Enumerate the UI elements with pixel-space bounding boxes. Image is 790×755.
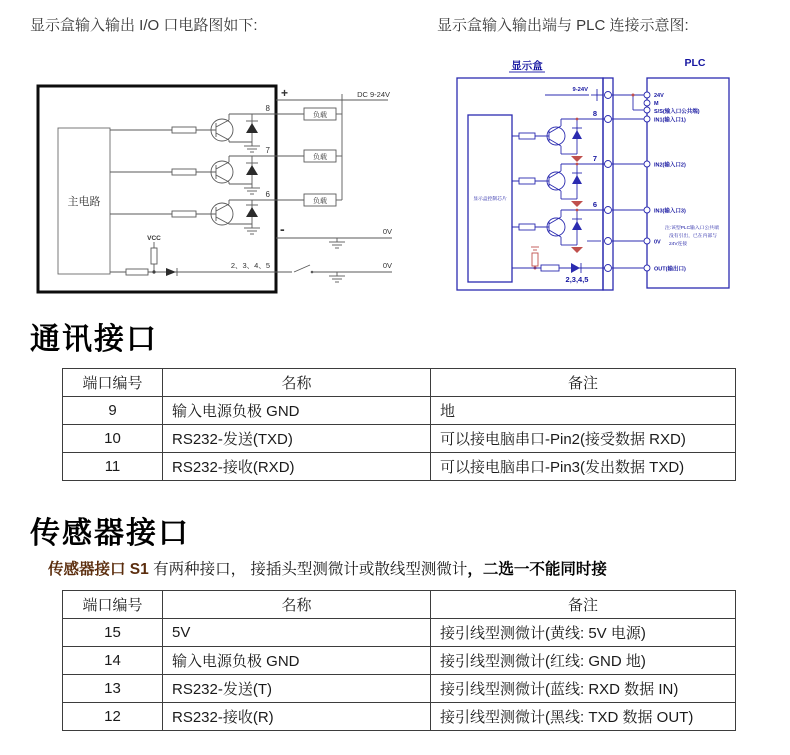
sensor-table — [62, 590, 736, 731]
io-circuit-diagram — [30, 78, 400, 298]
table-row — [63, 397, 736, 425]
sensor-note-emphasis-2: ，二选一不能同时接 — [467, 561, 607, 578]
table-row — [63, 675, 736, 703]
comm-section-title: 通讯接口 — [30, 323, 158, 356]
port-number: 10 — [63, 425, 163, 453]
col-header-name: 名称 — [163, 369, 431, 397]
comm-table-header-row — [63, 369, 736, 397]
vcc-label: VCC — [147, 235, 161, 242]
input-common-line — [110, 235, 392, 282]
sensor-table-header-row — [63, 591, 736, 619]
comm-table — [62, 368, 736, 481]
port-name: RS232-接收(R) — [163, 703, 431, 731]
plc-pin-labels — [654, 93, 719, 273]
zero-v-label: 0V — [382, 261, 392, 270]
sensor-section-title: 传感器接口 — [30, 517, 190, 550]
port-remark: 接引线型测微计(黑线: TXD 数据 OUT) — [431, 703, 736, 731]
plc-diagram-caption: 显示盒输入输出端与 PLC 连接示意图: — [437, 17, 689, 34]
port-number: 13 — [63, 675, 163, 703]
plc-note-line2: 没有引出，已在内部与 — [669, 234, 717, 239]
zero-volt-rail — [276, 221, 392, 248]
main-circuit-label: 主电路 — [67, 196, 101, 208]
pin-8-label: 8 — [265, 104, 270, 113]
port-name: 输入电源负极 GND — [163, 647, 431, 675]
bottom-pins-label: 2、3、4、5 — [230, 261, 270, 270]
col-header-port: 端口编号 — [63, 369, 163, 397]
plc-note-line3: 24V连接 — [669, 242, 688, 247]
plc-connection-diagram — [445, 52, 755, 302]
port-number: 12 — [63, 703, 163, 731]
plc-label-24v: 24V — [654, 93, 664, 99]
port-remark: 接引线型测微计(红线: GND 地) — [431, 647, 736, 675]
port-number: 15 — [63, 619, 163, 647]
plc-stage-2 — [512, 154, 605, 207]
port-name: 输入电源负极 GND — [163, 397, 431, 425]
load-label: 负载 — [313, 198, 327, 205]
transistor-stage-3 — [110, 190, 342, 234]
plc-label-out: OUT(输出口) — [654, 266, 686, 273]
port-name: RS232-发送(T) — [163, 675, 431, 703]
port-number: 9 — [63, 397, 163, 425]
plc-bottom-line — [512, 247, 605, 284]
sensor-note — [48, 557, 607, 579]
port-name: RS232-接收(RXD) — [163, 453, 431, 481]
chip-label: 显示盒控制芯片 — [473, 197, 507, 202]
port-number: 14 — [63, 647, 163, 675]
dc-supply-label: DC 9-24V — [357, 90, 390, 99]
display-box-title: 显示盒 — [511, 60, 543, 72]
plc-label-ss: S/S(输入口公共端) — [654, 109, 700, 115]
io-diagram-caption: 显示盒输入输出 I/O 口电路图如下: — [30, 17, 258, 34]
display-chip-block — [468, 115, 512, 282]
port-remark: 地 — [431, 397, 736, 425]
port-remark: 可以接电脑串口-Pin3(发出数据 TXD) — [431, 453, 736, 481]
supply-label: 9-24V — [572, 87, 588, 93]
port-remark: 接引线型测微计(蓝线: RXD 数据 IN) — [431, 675, 736, 703]
transistor-stage-2 — [110, 146, 342, 194]
plus-symbol: + — [281, 86, 289, 100]
bottom-pins-label: 2,3,4,5 — [565, 275, 589, 284]
pin-6-label: 6 — [265, 190, 270, 199]
plc-label-in1: IN1(输入口1) — [654, 117, 686, 124]
connection-lines — [612, 94, 644, 269]
pin-7-label: 7 — [265, 146, 270, 155]
plc-label-m: M — [654, 101, 659, 107]
supply-node — [545, 87, 603, 101]
load-label: 负载 — [313, 112, 327, 119]
table-row — [63, 647, 736, 675]
main-circuit-block — [58, 128, 110, 274]
pin-6-label: 6 — [592, 200, 597, 209]
table-row — [63, 703, 736, 731]
port-remark: 接引线型测微计(黄线: 5V 电源) — [431, 619, 736, 647]
plc-stage-1 — [512, 109, 605, 162]
plc-label-in3: IN3(输入口3) — [654, 208, 686, 215]
sensor-note-body: 有两种接口， 接插头型测微计或散线型测微计 — [148, 561, 468, 578]
table-row — [63, 619, 736, 647]
load-label: 负载 — [313, 154, 327, 161]
plc-label-0v: 0V — [654, 239, 661, 246]
terminals — [605, 92, 651, 272]
sensor-note-emphasis-1: 传感器接口 S1 — [48, 561, 149, 578]
plc-note-line1: 注:该型PLC输入口公共端 — [665, 226, 719, 231]
terminal-strip — [603, 78, 613, 290]
col-header-remark: 备注 — [431, 591, 736, 619]
table-row — [63, 425, 736, 453]
col-header-port: 端口编号 — [63, 591, 163, 619]
supply-rail — [276, 86, 390, 200]
plc-label-in2: IN2(输入口2) — [654, 162, 686, 169]
zero-v-label: 0V — [382, 227, 392, 236]
port-name: 5V — [163, 619, 431, 647]
pin-8-label: 8 — [592, 109, 597, 118]
table-row — [63, 453, 736, 481]
pin-7-label: 7 — [592, 154, 597, 163]
port-remark: 可以接电脑串口-Pin2(接受数据 RXD) — [431, 425, 736, 453]
transistor-stage-1 — [110, 104, 342, 152]
col-header-name: 名称 — [163, 591, 431, 619]
plc-stage-3 — [512, 200, 605, 253]
port-name: RS232-发送(TXD) — [163, 425, 431, 453]
plc-title: PLC — [684, 57, 706, 69]
port-number: 11 — [63, 453, 163, 481]
minus-symbol: - — [280, 221, 285, 237]
col-header-remark: 备注 — [431, 369, 736, 397]
